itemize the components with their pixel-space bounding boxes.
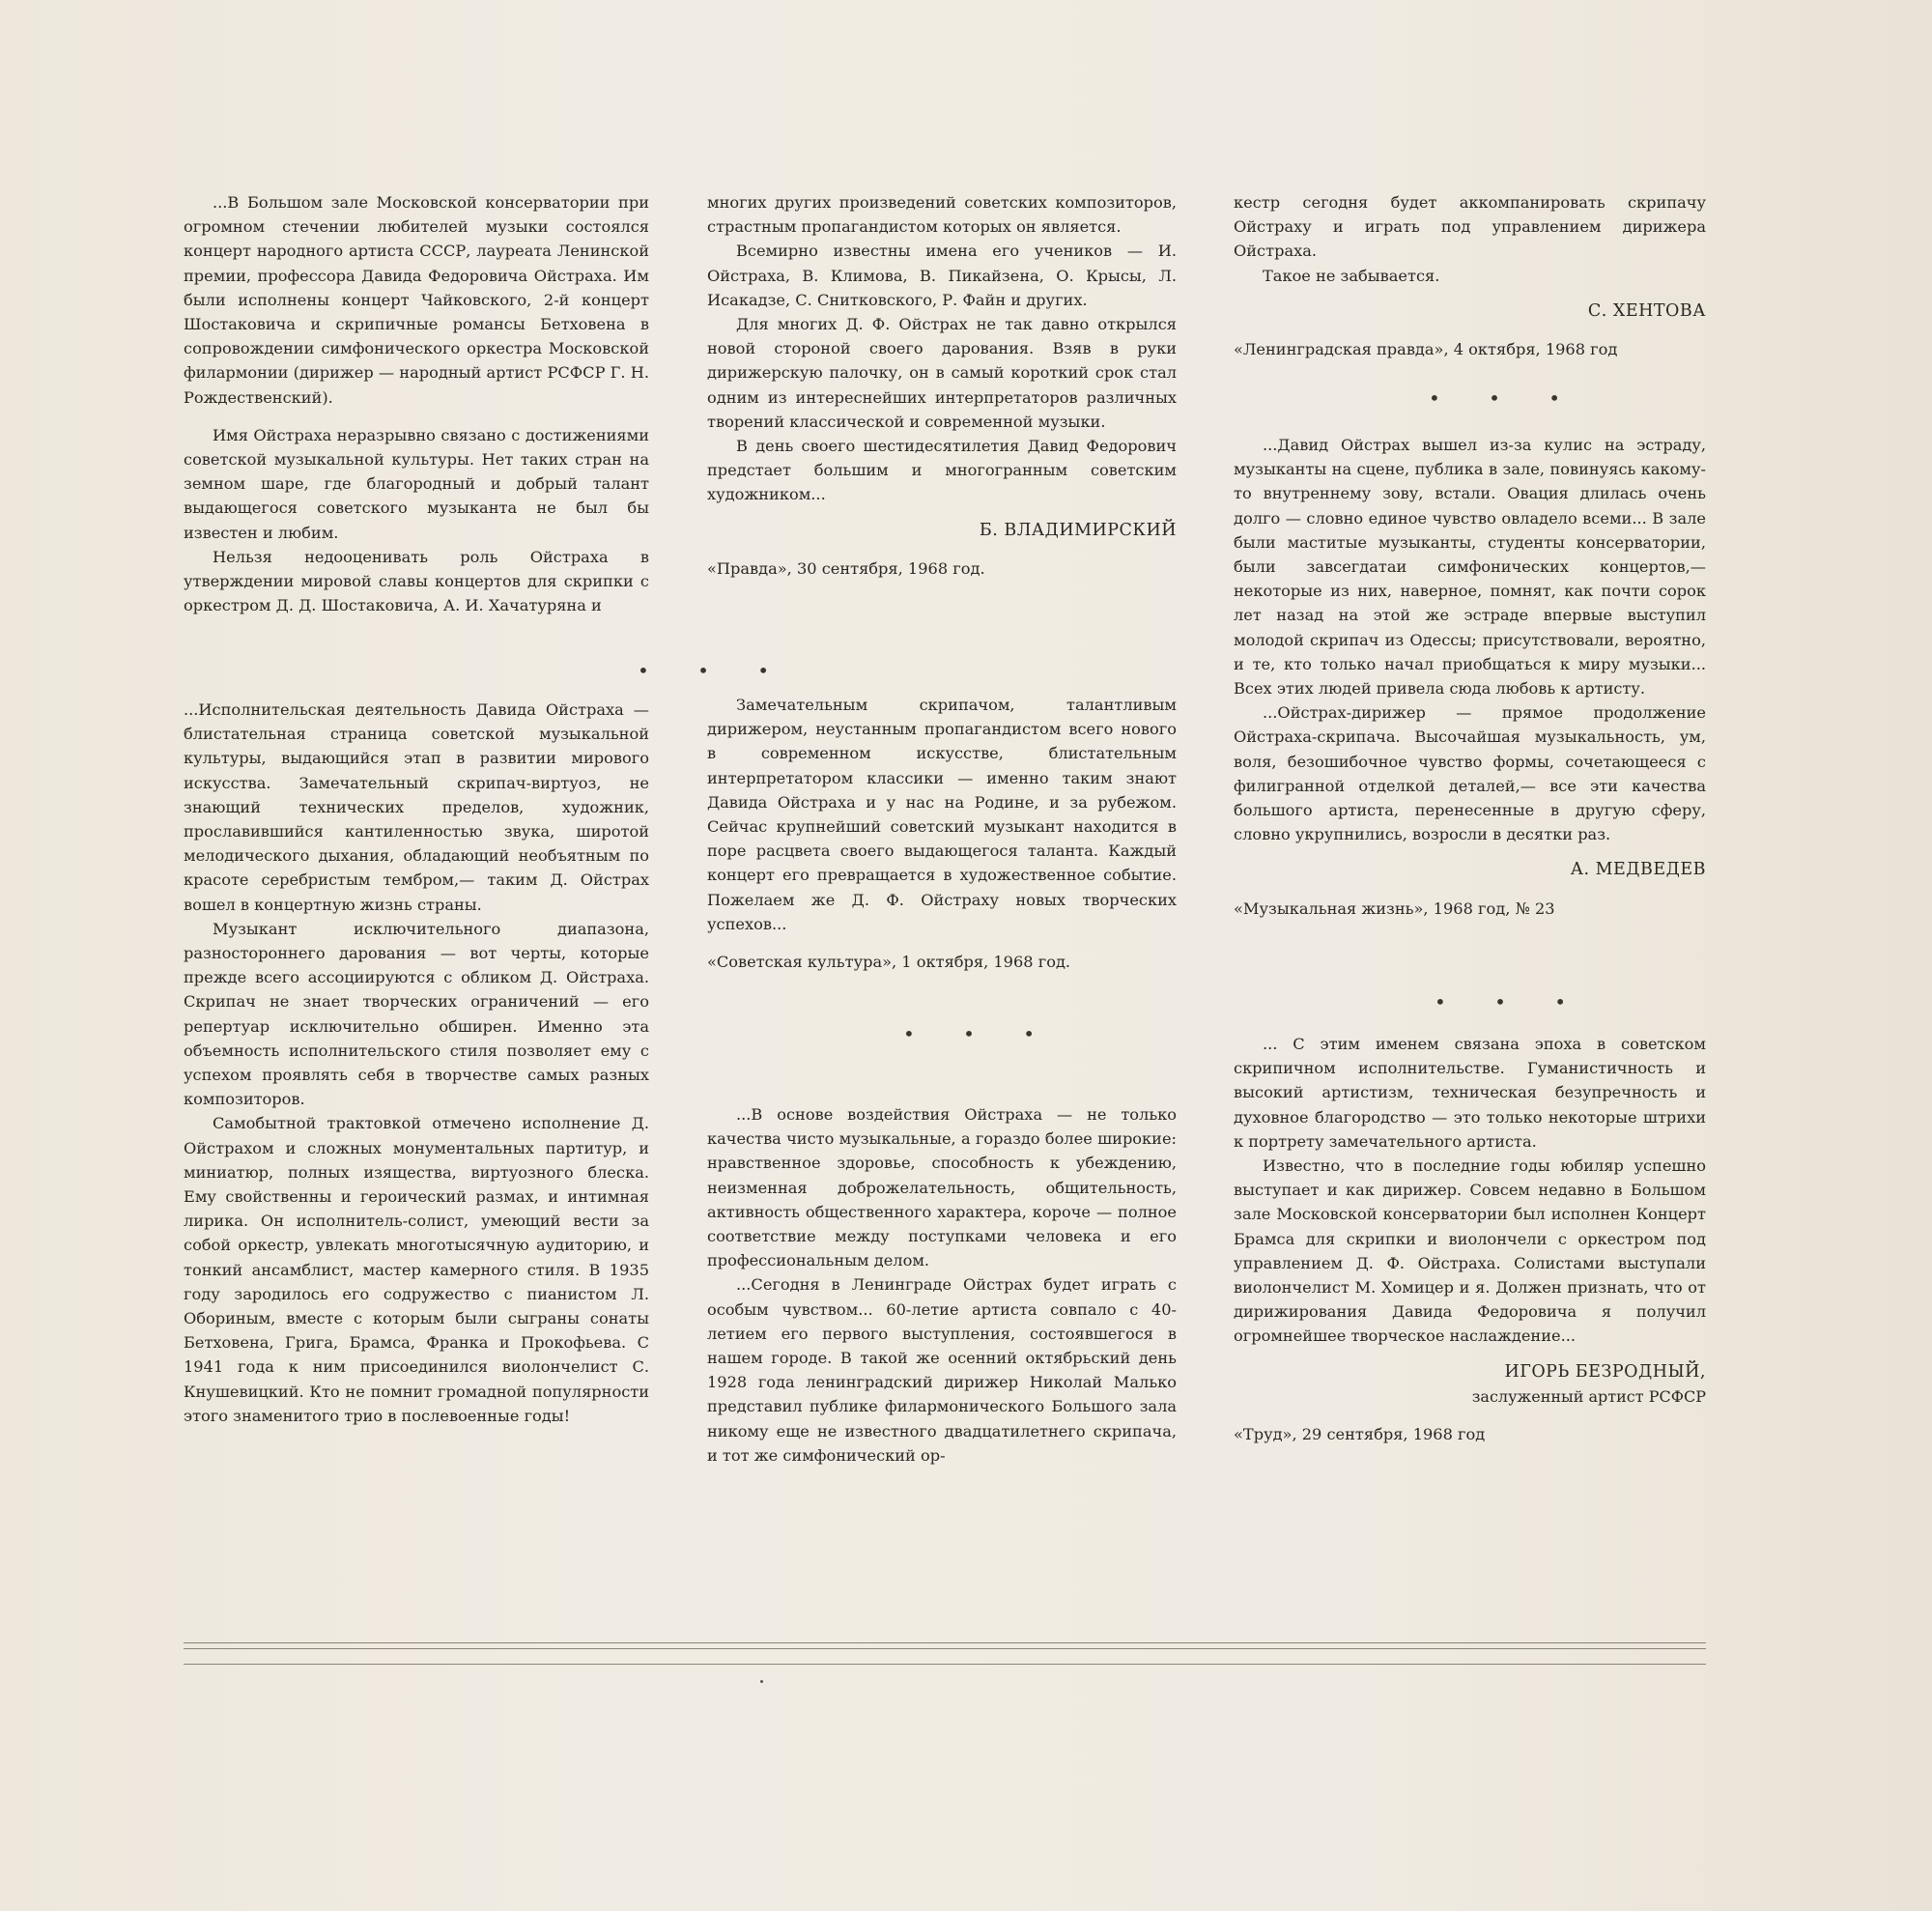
- paragraph: кестр сегодня будет аккомпанировать скрипачу Ойстраху и играть под управлением дирижера Ойстраха.: [1234, 193, 1706, 261]
- paragraph: Для многих Д. Ф. Ойстрах не так давно открылся новой стороной своего дарования. Взяв в руки дирижерскую палочку, он в самый короткий срок стал одним из интереснейших интерпретаторов различных творений классической и современной музыки.: [707, 315, 1177, 431]
- column2-article2: [707, 693, 1177, 974]
- signature-title: заслуженный артист РСФСР: [1471, 1386, 1706, 1406]
- paragraph: ...Ойстрах-дирижер — прямое продолжение Ойстраха-скрипача. Высочайшая музыкальность, ум, воля, безошибочное чувство формы, сочетающееся с филигранной отделкой деталей,— все эти качества большого артиста, перенесенные в другую сферу, словно укрупнились, возросли в десятки раз.: [1234, 703, 1706, 844]
- paragraph: Самобытной трактовкой отмечено исполнение Д. Ойстрахом и сложных монументальных партитур, и миниатюр, полных изящества, виртуозного блеска. Ему свойственны и героический размах, и интимная лирика. Он исполнитель-солист, умеющий вести за собой оркестр, увлекать многотысячную аудиторию, и тонкий ансамблист, мастер камерного стиля. В 1935 году зародилось его содружество с пианистом Л. Обориным, вместе с которым были сыграны сонаты Бетховена, Грига, Брамса, Франка и Прокофьева. С 1941 года к ним присоединился виолончелист С. Кнушевицкий. Кто не помнит громадной популярности этого знаменитого трио в послевоенные годы!: [184, 1114, 649, 1425]
- paragraph: Имя Ойстраха неразрывно связано с достижениями советской музыкальной культуры. Нет таких стран на земном шаре, где благородный и добрый талант выдающегося советского музыканта не был бы известен и любим.: [184, 425, 649, 542]
- separator-stars: • • •: [903, 1022, 1057, 1045]
- divider-line: [184, 1664, 1706, 1665]
- center-dot: [760, 1680, 763, 1683]
- divider-line: [184, 1642, 1706, 1643]
- paragraph: ... С этим именем связана эпоха в советском скрипичном исполнительстве. Гуманистичность и высокий артистизм, техническая безупречность и духовное благородство — это только некоторые штрихи к портрету замечательного артиста.: [1234, 1035, 1706, 1151]
- paragraph: Замечательным скрипачом, талантливым дирижером, неустанным пропагандистом всего нового в современном искусстве, блистательным интерпретатором классики — именно таким знают Давида Ойстраха и у нас на Родине, и за рубежом. Сейчас крупнейший советский музыкант находится в поре расцвета своего выдающегося таланта. Каждый концерт его превращается в художественное событие. Пожелаем же Д. Ф. Ойстраху новых творческих успехов...: [707, 696, 1177, 933]
- source-citation: «Ленинградская правда», 4 октября, 1968 год: [1234, 340, 1618, 359]
- paragraph: Нельзя недооценивать роль Ойстраха в утверждении мировой славы концертов для скрипки с оркестром Д. Д. Шостаковича, А. И. Хачатуряна и: [184, 547, 649, 615]
- source-citation: «Труд», 29 сентября, 1968 год: [1234, 1425, 1486, 1444]
- paragraph: Такое не забывается.: [1263, 266, 1440, 285]
- signature: А. МЕДВЕДЕВ: [1570, 860, 1706, 880]
- paragraph: Всемирно известны имена его учеников — И. Ойстраха, В. Климова, В. Пикайзена, О. Крысы, Л. Исакадзе, С. Снитковского, Р. Файн и других.: [707, 242, 1177, 309]
- paragraph: Известно, что в последние годы юбиляр успешно выступает и как дирижер. Совсем недавно в Большом зале Московской консерватории был исполнен Концерт Брамса для скрипки и виолончели с оркестром под управлением Д. Ф. Ойстраха. Солистами выступали виолончелист М. Хомицер и я. Должен признать, что от дирижирования Давида Федоровича я получил огромнейшее творческое наслаждение...: [1234, 1156, 1706, 1346]
- separator-stars: • • •: [638, 659, 791, 682]
- separator-stars: • • •: [1435, 990, 1588, 1013]
- signature: ИГОРЬ БЕЗРОДНЫЙ,: [1504, 1361, 1706, 1382]
- column3-article3: [1234, 1032, 1706, 1446]
- paragraph: ...Сегодня в Ленинграде Ойстрах будет играть с особым чувством... 60-летие артиста совпало с 40-летием его первого выступления, состоявшегося в нашем городе. В такой же осенний октябрьский день 1928 года ленинградский дирижер Николай Малько представил публике филармонического Большого зала никому еще не известного двадцатилетнего скрипача, и тот же симфонический ор-: [707, 1275, 1177, 1465]
- column1-article2: [184, 698, 649, 1428]
- paragraph: ...Давид Ойстрах вышел из-за кулис на эстраду, музыканты на сцене, публика в зале, повинуясь какому-то внутреннему зову, встали. Овация длилась очень долго — словно единое чувство овладело всеми... В зале были маститые музыканты, студенты консерватории, были завсегдатаи симфонических концертов,— некоторые из них, наверное, помнят, как почти сорок лет назад на этой же эстраде впервые выступил молодой скрипач из Одессы; присутствовали, вероятно, и те, кто только начал приобщаться к миру музыки... Всех этих людей привела сюда любовь к артисту.: [1234, 436, 1706, 699]
- column1-article1: [184, 190, 649, 617]
- column2-article1: [707, 190, 1177, 581]
- divider-line: [184, 1648, 1706, 1649]
- source-citation: «Советская культура», 1 октября, 1968 год.: [707, 953, 1071, 972]
- paragraph: многих других произведений советских композиторов, страстным пропагандистом которых он является.: [707, 193, 1177, 237]
- signature: С. ХЕНТОВА: [1587, 300, 1706, 321]
- source-citation: «Правда», 30 сентября, 1968 год.: [707, 558, 985, 578]
- column3-article1: [1234, 190, 1706, 361]
- column3-article2: [1234, 433, 1706, 921]
- source-citation: «Музыкальная жизнь», 1968 год, № 23: [1234, 898, 1555, 918]
- paragraph: ...В Большом зале Московской консерватории при огромном стечении любителей музыки состоялся концерт народного артиста СССР, лауреата Ленинской премии, профессора Давида Федоровича Ойстраха. Им были исполнены концерт Чайковского, 2-й концерт Шостаковича и скрипичные романсы Бетховена в сопровождении симфонического оркестра Московской филармонии (дирижер — народный артист РСФСР Г. Н. Рождественский).: [184, 193, 649, 407]
- paragraph: Музыкант исключительного диапазона, разностороннего дарования — вот черты, которые прежде всего ассоциируются с обликом Д. Ойстраха. Скрипач не знает творческих ограничений — его репертуар исключительно обширен. Именно эта объемность исполнительского стиля позволяет ему с успехом проявлять себя в творчестве самых разных композиторов.: [184, 919, 649, 1109]
- paragraph: В день своего шестидесятилетия Давид Федорович предстает большим и многогранным советским художником...: [707, 437, 1177, 504]
- paragraph: ...В основе воздействия Ойстраха — не только качества чисто музыкальные, а гораздо более широкие: нравственное здоровье, способность к убеждению, неизменная доброжелательность, общительность, активность общественного характера, короче — полное соответствие между поступками человека и его профессиональным делом.: [707, 1105, 1177, 1270]
- column2-article3: [707, 1102, 1177, 1468]
- paragraph: ...Исполнительская деятельность Давида Ойстраха — блистательная страница советской музыкальной культуры, выдающийся этап в развитии мирового искусства. Замечательный скрипач-виртуоз, не знающий технических пределов, художник, прославившийся кантиленностью звука, широтой мелодического дыхания, обладающий необъятным по красоте серебристым тембром,— таким Д. Ойстрах вошел в концертную жизнь страны.: [184, 700, 649, 914]
- separator-stars: • • •: [1429, 386, 1582, 410]
- signature: Б. ВЛАДИМИРСКИЙ: [979, 520, 1177, 540]
